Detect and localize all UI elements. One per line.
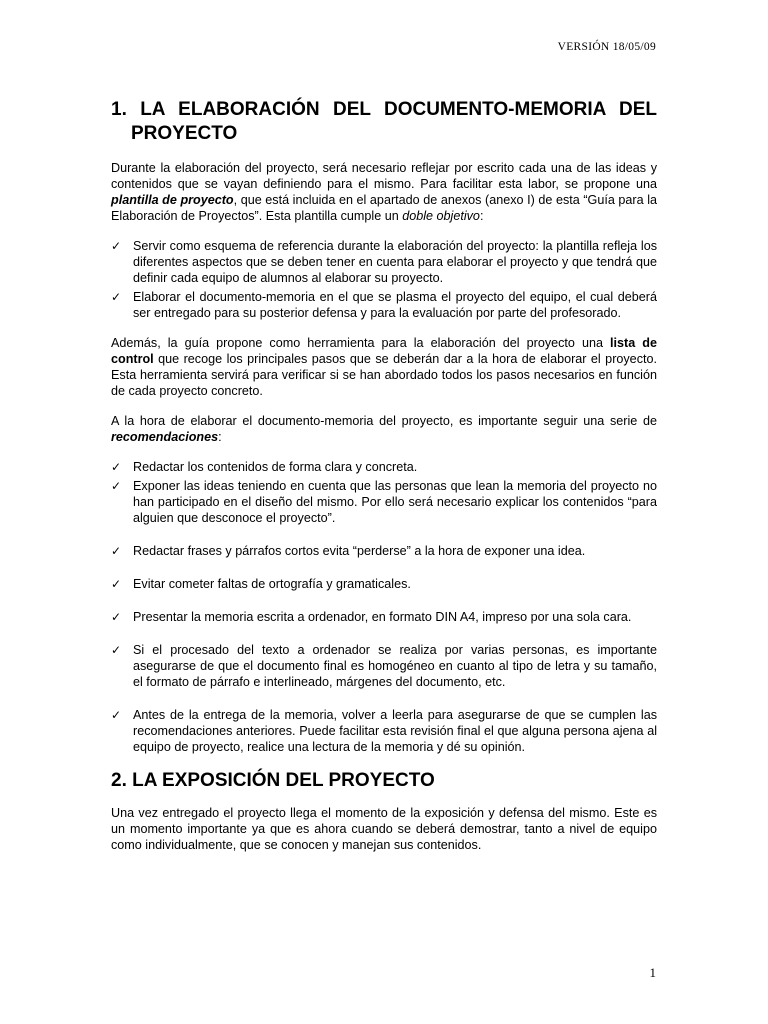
exposition-paragraph: Una vez entregado el proyecto llega el momento de la exposición y defensa del mismo. Este es un momento importante ya que es ahora cuando se deberá demostrar, tanto a nivel de equipo como individualmente, que se conocen y manejan sus contenidos. xyxy=(111,806,657,852)
recs-text-2: : xyxy=(218,430,222,444)
list-item xyxy=(111,238,657,286)
document-body xyxy=(111,98,657,867)
list-item xyxy=(111,543,657,559)
list-item-text: Si el procesado del texto a ordenador se realiza por varias personas, es importante asegurarse de que el documento final es homogéneo en cuanto al tipo de letra y su tamaño, el formato de párrafo e interlineado, márgenes del documento, etc. xyxy=(133,643,657,689)
version-label: VERSIÓN 18/05/09 xyxy=(557,41,656,53)
control-list-term: lista de control xyxy=(111,336,657,366)
list-item xyxy=(111,576,657,592)
section-2-title: 2. LA EXPOSICIÓN DEL PROYECTO xyxy=(111,770,435,791)
page-number: 1 xyxy=(649,965,656,980)
intro-paragraph xyxy=(111,160,657,224)
recommendations-paragraph xyxy=(111,413,657,445)
template-term: plantilla de proyecto xyxy=(111,193,234,207)
list-item-text: Redactar los contenidos de forma clara y concreta. xyxy=(133,460,418,474)
recommendations-list xyxy=(111,459,657,755)
checkmark-icon: ✓ xyxy=(111,479,122,493)
list-item xyxy=(111,609,657,625)
checkmark-icon: ✓ xyxy=(111,460,122,474)
intro-text-2: , que está incluida en el apartado de anexos (anexo I) de esta “Guía para la Elaboración de Proyectos”. Esta plantilla cumple un xyxy=(111,193,657,223)
list-item-text: Elaborar el documento-memoria en el que se plasma el proyecto del equipo, el cual deberá ser entregado para su posterior defensa y para la evaluación por parte del profesorado. xyxy=(133,290,657,320)
list-item xyxy=(111,478,657,526)
checklist-text-2: que recoge los principales pasos que se deberán dar a la hora de elaborar el proyecto. Esta herramienta servirá para verificar si se han abordado todos los pasos necesarios en función de cada proyecto concreto. xyxy=(111,352,657,398)
checkmark-icon: ✓ xyxy=(111,610,122,624)
list-item-text: Servir como esquema de referencia durante la elaboración del proyecto: la plantilla refleja los diferentes aspectos que se deben tener en cuenta para elaborar el proyecto y que tendrá que definir cada equipo de alumnos al elaborar su proyecto. xyxy=(133,239,657,285)
intro-text-3: : xyxy=(479,209,484,223)
list-item xyxy=(111,289,657,321)
double-objective-term: doble objetivo xyxy=(402,209,480,223)
list-item-text: Antes de la entrega de la memoria, volver a leerla para asegurarse de que se cumplen las recomendaciones anteriores. Puede facilitar esta revisión final el que alguna persona ajena al equipo de proyecto, realice una lectura de la memoria y dé su opinión. xyxy=(133,708,657,754)
checkmark-icon: ✓ xyxy=(111,290,122,304)
list-item xyxy=(111,707,657,755)
checklist-paragraph xyxy=(111,335,657,399)
list-item-text: Redactar frases y párrafos cortos evita “perderse” a la hora de exponer una idea. xyxy=(133,544,586,558)
recs-text-1: A la hora de elaborar el documento-memoria del proyecto, es importante seguir una serie de xyxy=(111,414,657,428)
section-1-title: 1. LA ELABORACIÓN DEL DOCUMENTO-MEMORIA DEL PROYECTO xyxy=(111,99,657,144)
checklist-text-1: Además, la guía propone como herramienta para la elaboración del proyecto una xyxy=(111,336,611,350)
checkmark-icon: ✓ xyxy=(111,708,122,722)
checkmark-icon: ✓ xyxy=(111,544,122,558)
list-item xyxy=(111,459,657,475)
recommendations-term: recomendaciones xyxy=(111,430,219,444)
checkmark-icon: ✓ xyxy=(111,643,122,657)
intro-text-1: Durante la elaboración del proyecto, será necesario reflejar por escrito cada una de las ideas y contenidos que se vayan definiendo para el mismo. Para facilitar esta labor, se propone una xyxy=(111,161,657,191)
list-item-text: Exponer las ideas teniendo en cuenta que las personas que lean la memoria del proyecto no han participado en el diseño del mismo. Por ello será necesario explicar los contenidos “para alguien que desconoce el proyecto”. xyxy=(133,479,657,525)
list-item xyxy=(111,642,657,690)
list-item-text: Presentar la memoria escrita a ordenador, en formato DIN A4, impreso por una sola cara. xyxy=(133,610,632,624)
objectives-list xyxy=(111,238,657,321)
list-item-text: Evitar cometer faltas de ortografía y gramaticales. xyxy=(133,577,411,591)
checkmark-icon: ✓ xyxy=(111,577,122,591)
checkmark-icon: ✓ xyxy=(111,239,122,253)
